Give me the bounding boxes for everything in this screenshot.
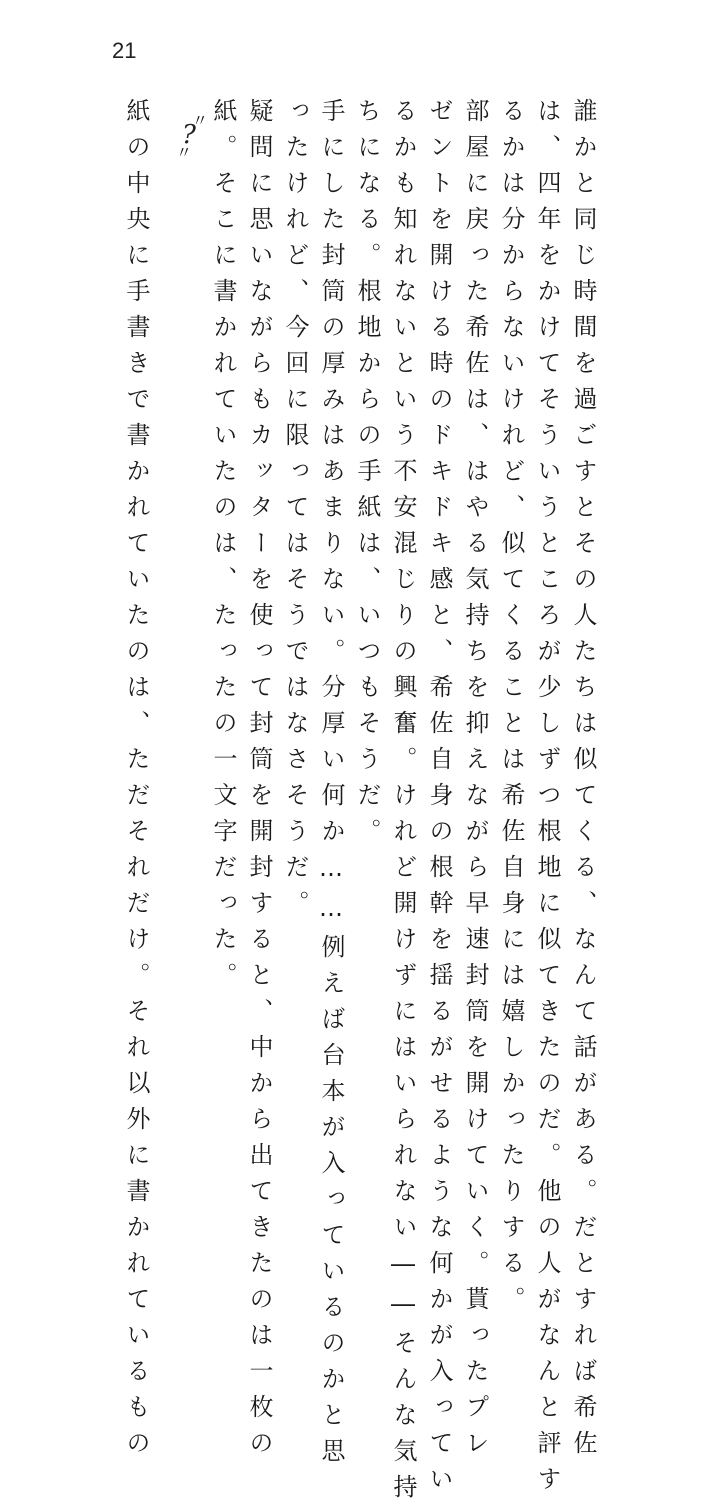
text-column-4: 部屋に戻った希佐は、はやる気持ちを抑えながら早速封筒を開けていく。貰ったプレ (461, 98, 489, 1466)
text-column-11: 紙。そこに書かれていたのは、たったの一文字だった。 (209, 98, 237, 998)
close-ditto-mark: 〃 (176, 143, 193, 162)
text-column-3: るかは分からないけれど、似てくることは希佐自身には嬉しかったりする。 (497, 98, 525, 1322)
text-column-12: 紙の中央に手書きで書かれていたのは、ただそれだけ。それ以外に書かれているもの (122, 98, 150, 1466)
text-column-6: るかも知れないという不安混じりの興奮。けれど開けずにはいられない――そんな気持 (389, 98, 417, 1510)
text-column-8: 手にした封筒の厚みはあまりない。分厚い何か……例えば台本が入っているのかと思 (317, 98, 345, 1474)
question-mark-symbol: ? (182, 120, 196, 150)
open-ditto-mark: 〃 (192, 111, 209, 130)
text-column-1: 誰かと同じ時間を過ごすとその人たちは似てくる、なんて話がある。だとすれば希佐 (569, 98, 597, 1466)
letter-content-heading (176, 111, 209, 162)
text-column-10: 疑問に思いながらもカッターを使って封筒を開封すると、中から出てきたのは一枚の (245, 98, 273, 1466)
text-column-2: は、四年をかけてそういうところが少しずつ根地に似てきたのだ。他の人がなんと評す (533, 98, 561, 1502)
text-column-9: ったけれど、今回に限ってはそうではなさそうだ。 (281, 98, 309, 926)
page-number: 21 (112, 38, 137, 63)
text-column-5: ゼントを開ける時のドキドキ感と、希佐自身の根幹を揺るがせるような何かが入ってい (425, 98, 453, 1502)
text-column-7: ちになる。根地からの手紙は、いつもそうだ。 (353, 98, 381, 854)
